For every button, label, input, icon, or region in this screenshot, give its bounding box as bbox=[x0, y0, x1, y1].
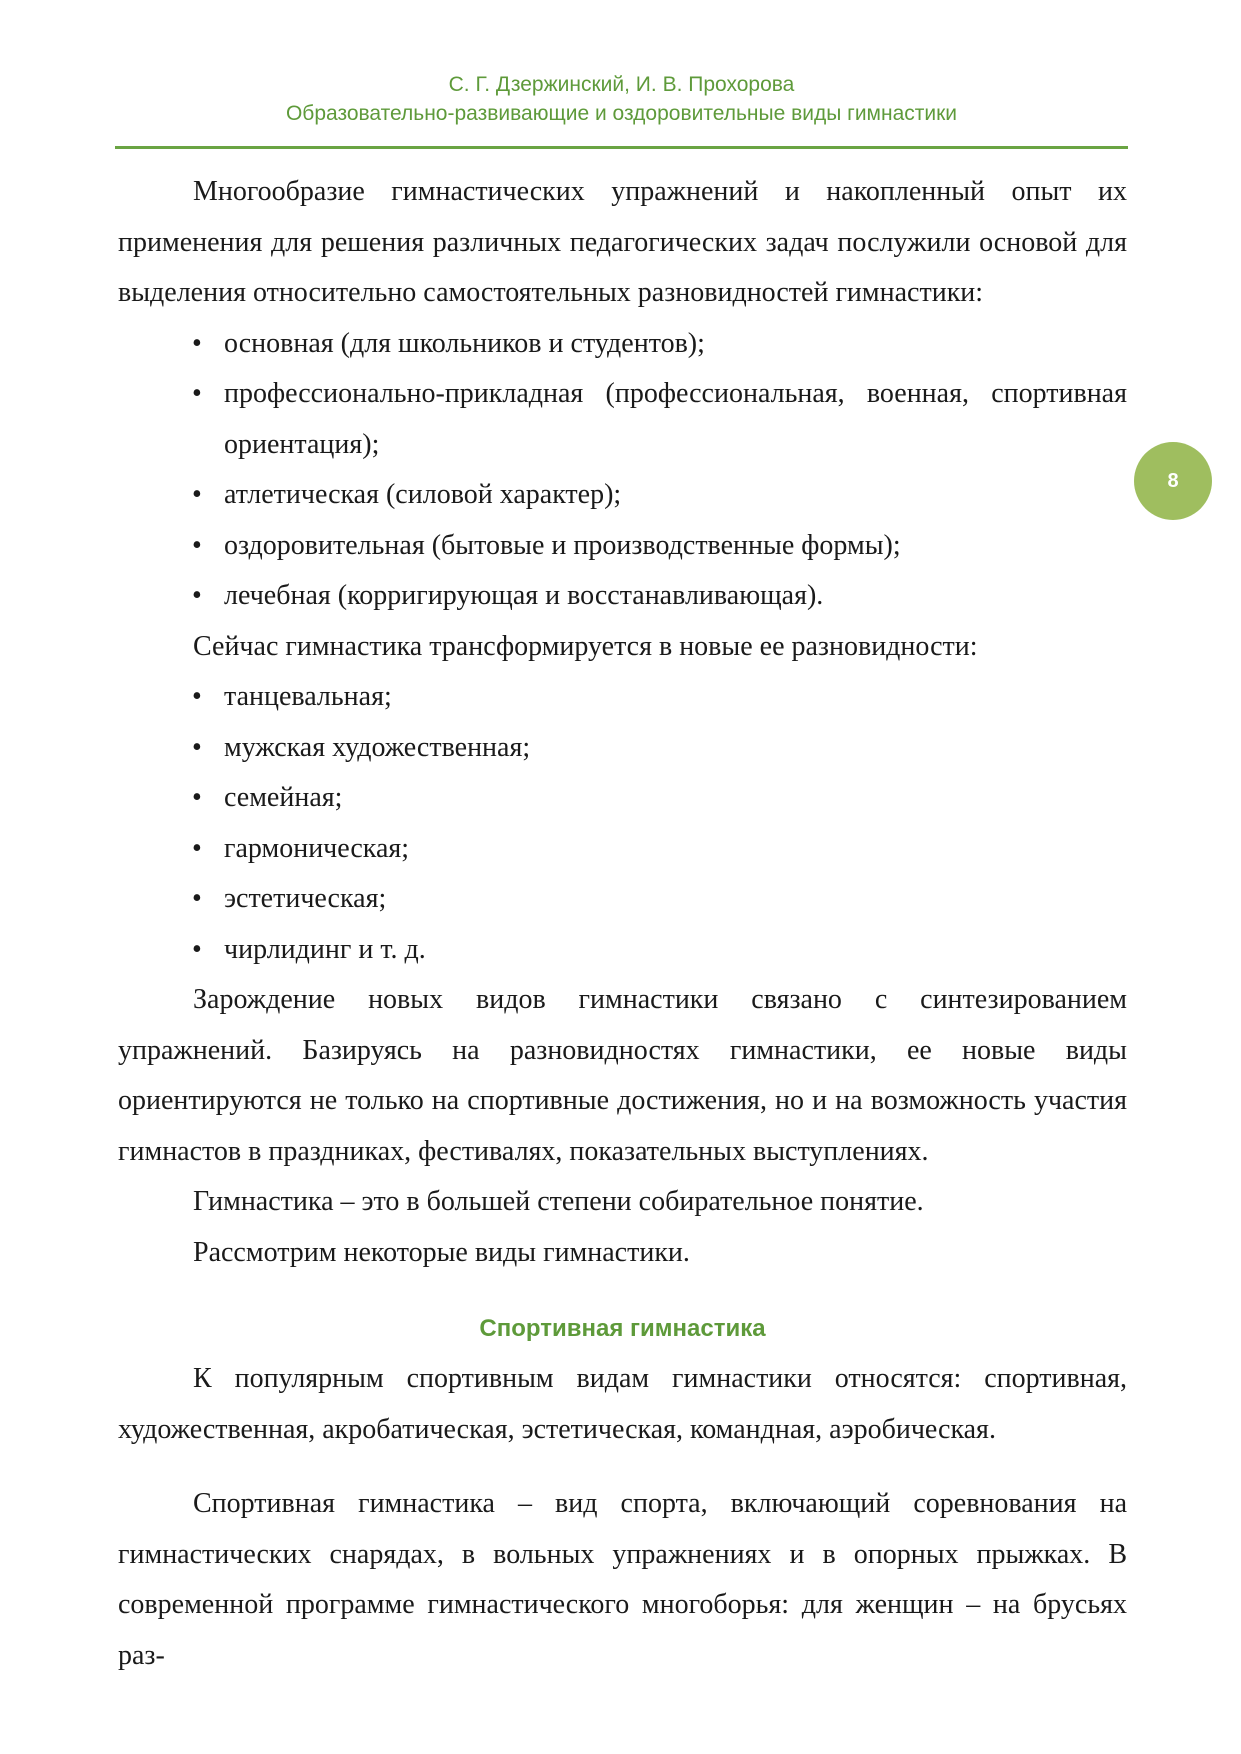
list-item: • профессионально-прикладная (профессиональная, военная, спортивная ориентация); bbox=[118, 369, 1127, 470]
sport-definition-paragraph: Спортивная гимнастика – вид спорта, включающий соревнования на гимнастических снарядах, в вольных упражнениях и в опорных прыжках. В современной программе гимнастического многоборья: для женщин – на брусьях раз- bbox=[118, 1488, 1127, 1671]
list-item: • мужская художественная; bbox=[118, 723, 1127, 774]
page-number-badge: 8 bbox=[1134, 442, 1212, 520]
list-item: • лечебная (корригирующая и восстанавливающая). bbox=[118, 571, 1127, 622]
list-item: • чирлидинг и т. д. bbox=[118, 925, 1127, 976]
list-item: • оздоровительная (бытовые и производственные формы); bbox=[118, 521, 1127, 572]
header-book-title: Образовательно-развивающие и оздоровительные виды гимнастики bbox=[285, 102, 958, 125]
transform-paragraph: Сейчас гимнастика трансформируется в новые ее разновидности: bbox=[193, 630, 978, 662]
running-header bbox=[115, 70, 1128, 128]
collective-paragraph: Гимнастика – это в большей степени собирательное понятие. bbox=[193, 1186, 924, 1217]
sport-types-paragraph: К популярным спортивным видам гимнастики относятся: спортивная, художественная, акробатическая, эстетическая, командная, аэробическая. bbox=[118, 1363, 1127, 1445]
header-authors: С. Г. Дзержинский, И. В. Прохорова bbox=[448, 73, 795, 96]
gymnastics-types-list bbox=[118, 319, 1127, 622]
page-body bbox=[118, 167, 1127, 1681]
list-item: • основная (для школьников и студентов); bbox=[118, 319, 1127, 370]
list-item: • семейная; bbox=[118, 773, 1127, 824]
intro-paragraph: Многообразие гимнастических упражнений и накопленный опыт их применения для решения различных педагогических задач послужили основой для выделения относительно самостоятельных разновидностей гимнастики: bbox=[118, 176, 1127, 308]
new-gymnastics-types-list bbox=[118, 672, 1127, 975]
section-title: Спортивная гимнастика bbox=[479, 1315, 766, 1342]
list-item: • атлетическая (силовой характер); bbox=[118, 470, 1127, 521]
list-item: • танцевальная; bbox=[118, 672, 1127, 723]
list-item: • гармоническая; bbox=[118, 824, 1127, 875]
origin-paragraph: Зарождение новых видов гимнастики связано с синтезированием упражнений. Базируясь на разновидностях гимнастики, ее новые виды ориентируются не только на спортивные достижения, но и на возможность участия гимнастов в праздниках, фестивалях, показательных выступлениях. bbox=[118, 984, 1127, 1167]
header-divider bbox=[115, 146, 1128, 149]
list-item: • эстетическая; bbox=[118, 874, 1127, 925]
consider-paragraph: Рассмотрим некоторые виды гимнастики. bbox=[193, 1236, 690, 1268]
